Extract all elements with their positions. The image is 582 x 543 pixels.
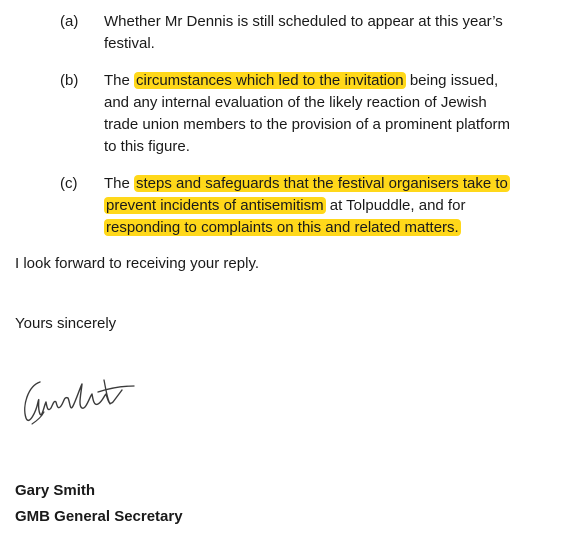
closing-reply-line: I look forward to receiving your reply.: [15, 255, 259, 272]
list-marker: (a): [60, 13, 79, 30]
list-marker: (b): [60, 72, 79, 89]
list-marker: (c): [60, 175, 78, 192]
text-line: [104, 114, 574, 136]
text-segment: at Tolpuddle, and for: [325, 197, 466, 214]
list-item-text: [104, 11, 574, 55]
handwritten-signature: [18, 372, 138, 432]
text-line: [104, 33, 574, 55]
text-line: [104, 173, 574, 195]
text-segment: festival.: [104, 35, 155, 52]
text-line: [104, 195, 574, 217]
text-segment: The: [104, 175, 135, 192]
highlighted-text: prevent incidents of antisemitism: [106, 197, 324, 214]
list-item-text: [104, 70, 574, 158]
signatory-title: GMB General Secretary: [15, 508, 183, 525]
text-segment: to this figure.: [104, 138, 190, 155]
text-segment: and any internal evaluation of the likely reaction of Jewish: [104, 94, 487, 111]
text-segment: The: [104, 72, 135, 89]
sign-off: Yours sincerely: [15, 315, 117, 332]
text-segment: Whether Mr Dennis is still scheduled to appear at this year’s: [104, 13, 503, 30]
signatory-name: Gary Smith: [15, 482, 96, 499]
text-line: [104, 217, 574, 239]
text-segment: trade union members to the provision of a prominent platform: [104, 116, 511, 133]
list-item-text: [104, 173, 574, 239]
text-line: [104, 136, 574, 158]
text-segment: being issued,: [405, 72, 499, 89]
text-line: [104, 92, 574, 114]
text-line: [104, 70, 574, 92]
highlighted-text: steps and safeguards that the festival organisers take to: [136, 175, 508, 192]
text-line: [104, 11, 574, 33]
highlighted-text: circumstances which led to the invitation: [136, 72, 404, 89]
highlighted-text: responding to complaints on this and related matters.: [106, 219, 459, 236]
